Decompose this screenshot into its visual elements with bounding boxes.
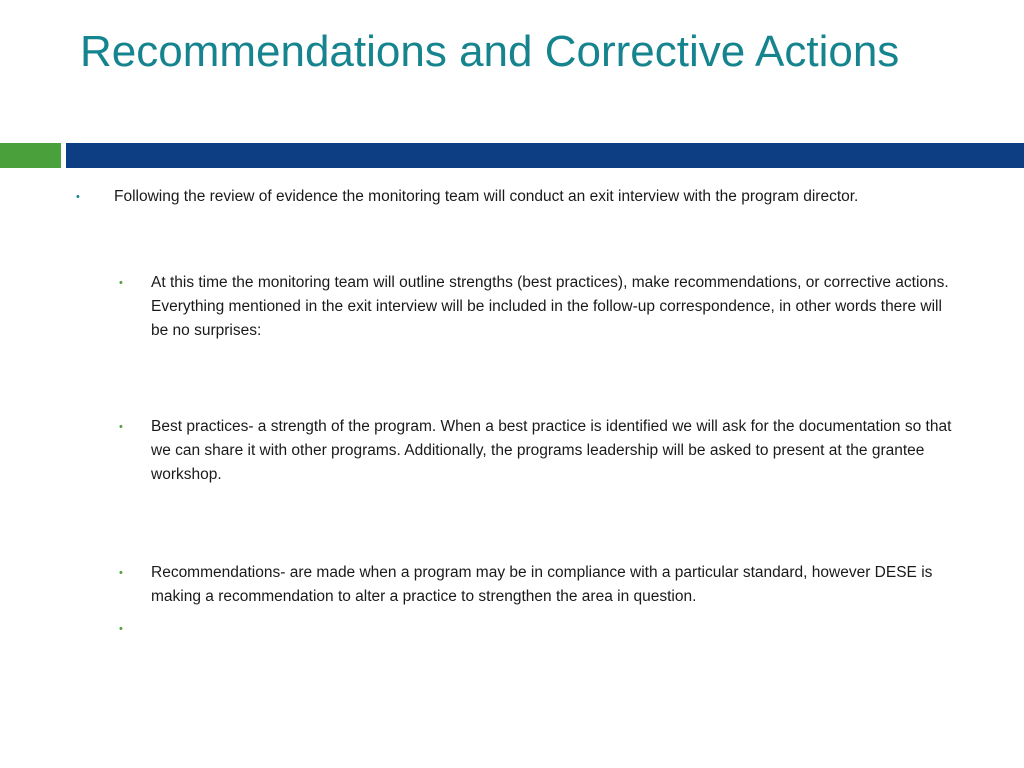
sub-bullet-item (119, 271, 961, 343)
bullet-text: Following the review of evidence the monitoring team will conduct an exit interview with the program director. (114, 188, 859, 205)
bullet-text: At this time the monitoring team will outline strengths (best practices), make recommendations, or corrective actions. Everything mentioned in the exit interview will be included in the follow-up correspondence, in other words there will be no surprises: (151, 274, 949, 339)
sub-bullet-item (119, 561, 966, 609)
slide-title: Recommendations and Corrective Actions (80, 27, 900, 76)
bullet-text: Recommendations- are made when a program may be in compliance with a particular standard, however DESE is making a recommendation to alter a practice to strengthen the area in question. (151, 564, 933, 605)
bullet-dot-icon: • (119, 421, 123, 433)
sub-bullet-item (119, 415, 966, 487)
bullet-dot-icon: • (119, 567, 123, 579)
bullet-text: Best practices- a strength of the program. When a best practice is identified we will ask for the documentation so that we can share it with other programs. Additionally, the programs leadership will be asked to present at the grantee workshop. (151, 418, 952, 483)
bullet-dot-icon: • (119, 277, 123, 289)
accent-bar-blue (66, 143, 1024, 168)
bullet-dot-icon: • (76, 191, 80, 203)
bullet-item (76, 185, 934, 209)
accent-bar-green (0, 143, 61, 168)
bullet-dot-icon: • (119, 623, 123, 635)
sub-bullet-item-empty (119, 617, 966, 641)
